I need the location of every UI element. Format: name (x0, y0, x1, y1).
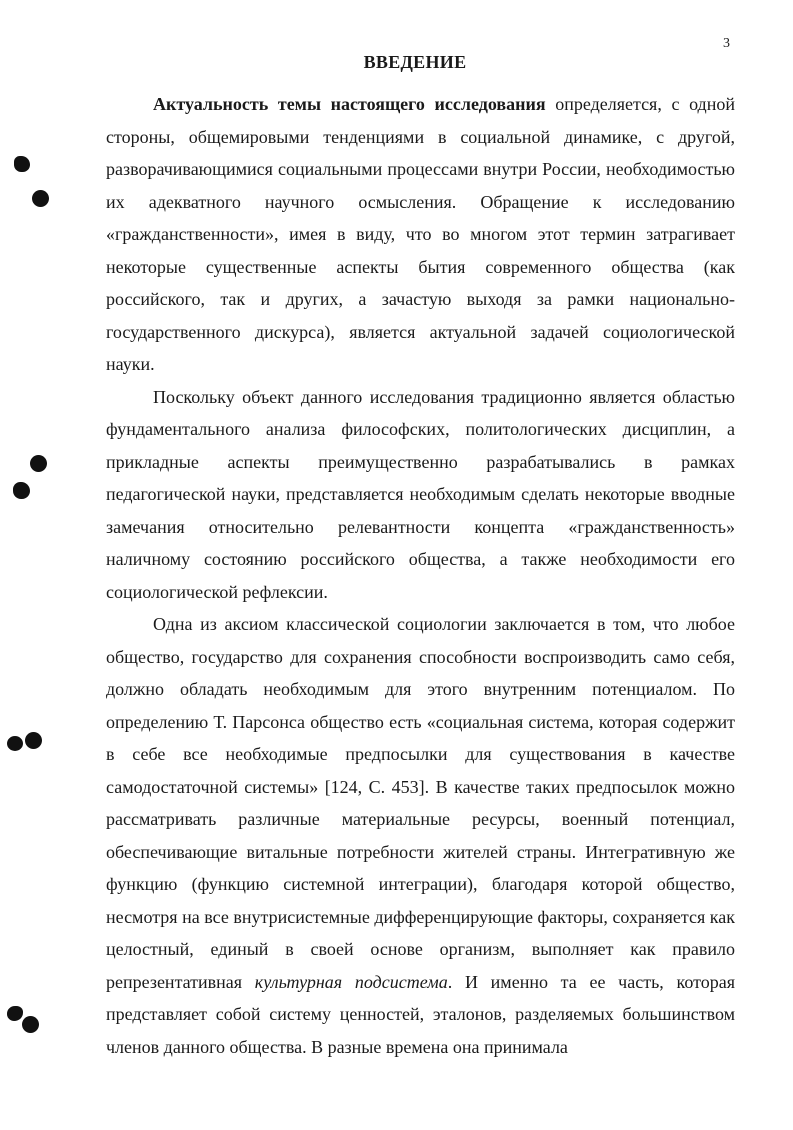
page-number: 3 (723, 36, 730, 51)
punch-mark-8 (22, 1016, 39, 1033)
paragraph-3-text-before: Одна из аксиом классической социологии заключается в том, что любое общество, государство для сохранения способности воспроизводить само себя, должно обладать необходимым для этого внутренним потенциалом. По определению Т. Парсонса общество есть «социальная система, которая содержит в себе все необходимые предпосылки для существования в качестве самодостаточной системы» [124, С. 453]. В качестве таких предпосылок можно рассматривать различные материальные ресурсы, военный потенциал, обеспечивающие витальные потребности жителей страны. Интегративную же функцию (функцию системной интеграции), благодаря которой общество, несмотря на все внутрисистемные дифференцирующие факторы, сохраняется как целостный, единый в своей основе организм, выполняет как правило репрезентативная (106, 614, 735, 992)
punch-mark-4 (13, 482, 30, 499)
paragraph-2-text: Поскольку объект данного исследования традиционно является областью фундаментального анализа философских, политологических дисциплин, а прикладные аспекты преимущественно разрабатывались в рамках педагогической науки, представляется необходимым сделать некоторые вводные замечания относительно релевантности концепта «гражданственность» наличному состоянию российского общества, а также необходимости его социологической рефлексии. (106, 386, 735, 602)
punch-mark-2 (32, 190, 49, 207)
paragraph-1-text: определяется, с одной стороны, общемировыми тенденциями в социальной динамике, с другой, разворачивающимися социальными процессами внутри России, необходимостью их адекватного научного осмысления. Обращение к исследованию «гражданственности», имея в виду, что во многом этот термин затрагивает некоторые существенные аспекты бытия современного общества (как российского, так и других, а зачастую выходя за рамки национально-государственного дискурса), является актуальной задачей социологической науки. (106, 94, 735, 374)
punch-mark-6 (25, 732, 42, 749)
punch-mark-1 (14, 156, 30, 172)
paragraph-1-lead: Актуальность темы настоящего исследования (153, 94, 546, 114)
paragraph-3-text-after: . И именно та ее часть, которая представляет собой систему ценностей, эталонов, разделяемых большинством членов данного общества. В разные времена она принимала (106, 971, 735, 1057)
paragraph-1 (106, 88, 735, 381)
punch-mark-3 (30, 455, 47, 472)
paragraph-2 (106, 381, 735, 609)
paragraph-3-italic: культурная подсистема (254, 971, 448, 992)
punch-mark-7 (7, 1006, 23, 1021)
page-title: ВВЕДЕНИЕ (363, 52, 467, 72)
punch-mark-5 (7, 736, 23, 751)
paragraph-3 (106, 608, 735, 1063)
body-text (106, 88, 735, 1063)
